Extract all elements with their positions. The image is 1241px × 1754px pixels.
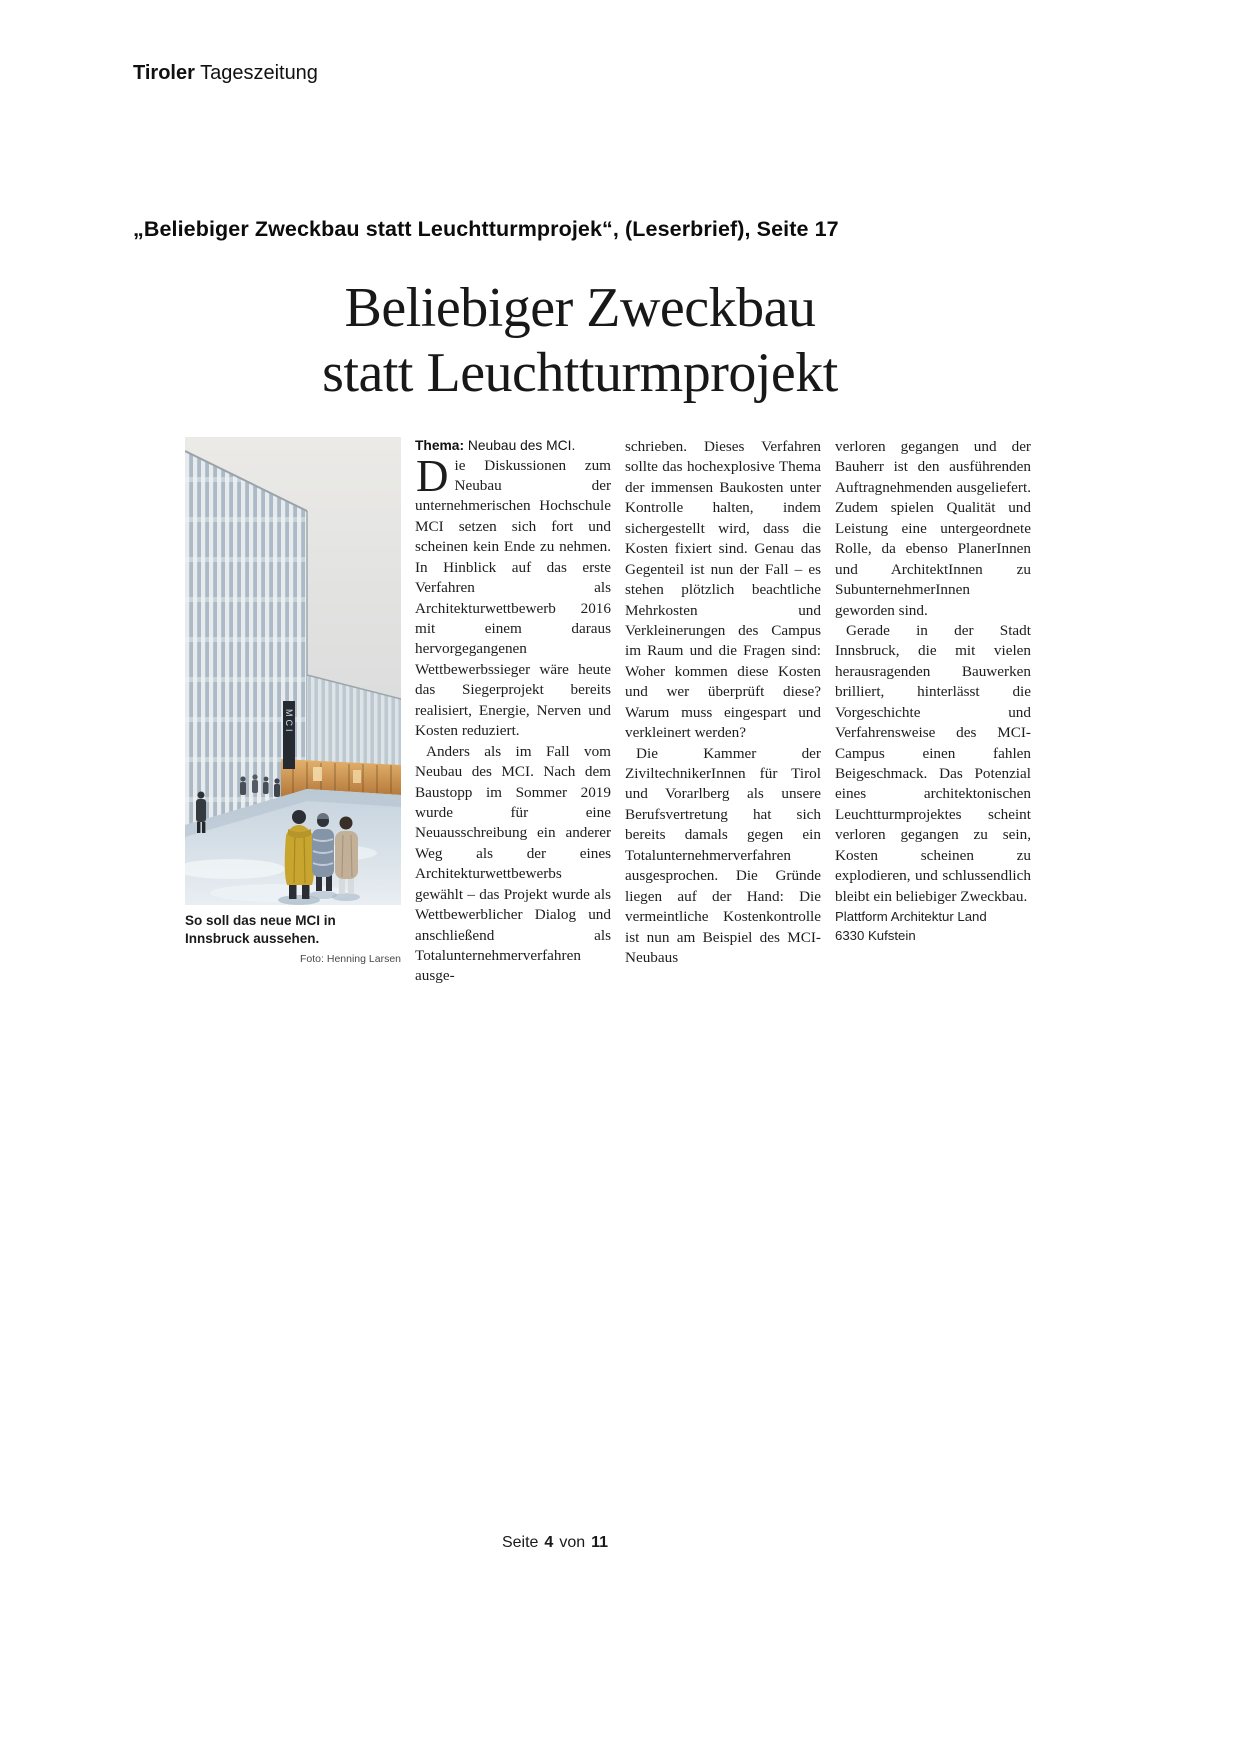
mci-building-rendering	[185, 437, 401, 905]
footer-label-seite: Seite	[501, 1534, 539, 1551]
paragraph-3: schrieben. Dieses Verfahren sollte das hochexplosive Thema der immensen Baukosten unter Kontrolle halten, indem sichergestellt wird, dass die Kosten fixiert sind. Genau das Gegenteil ist nun der Fall – es stehen plötzlich beachtliche Mehrkosten und Verkleinerungen des Campus im Raum und die Fragen sind: Woher kommen diese Kosten und wer überprüft diese? Warum muss eingespart und verkleinert werden?	[625, 438, 821, 742]
article-headline	[140, 276, 1020, 406]
paragraph-4: Die Kammer der ZiviltechnikerInnen für Tirol und Vorarlberg als unsere Berufsvertretung hat sich bereits damals gegen ein Totalunternehmerverfahren ausgesprochen. Die Gründe liegen auf der Hand: Die vermeintliche Kostenkontrolle ist nun am Beispiel des MCI-Neubaus	[625, 744, 821, 966]
text-column-3	[835, 437, 1031, 987]
page-number-indicator	[0, 1534, 1110, 1552]
footer-total-pages: 11	[591, 1534, 609, 1551]
text-column-1	[415, 437, 611, 987]
footer-current-page: 4	[544, 1534, 554, 1551]
thema-line	[415, 437, 611, 456]
signature-organisation: Plattform Architektur Land	[835, 909, 987, 925]
masthead-brand-rest: Tageszeitung	[194, 62, 318, 84]
photo-credit: Foto: Henning Larsen	[300, 953, 401, 966]
subject-line: „Beliebiger Zweckbau statt Leuchtturmprojek“, (Leserbrief), Seite 17	[133, 217, 839, 241]
text-column-2	[625, 437, 821, 987]
article-body	[185, 437, 1037, 987]
footer-label-von: von	[559, 1534, 586, 1551]
headline-line-1: Beliebiger Zweckbau	[344, 277, 816, 339]
paragraph-2: Anders als im Fall vom Neubau des MCI. Nach dem Baustopp im Sommer 2019 wurde für eine Neuausschreibung ein anderer Weg als der eines Architekturwettbewerbs gewählt – das Projekt wurde als Wettbewerblicher Dialog und anschließend als Totalunternehmerverfahren ausge-	[415, 742, 611, 985]
paragraph-5: verloren gegangen und der Bauherr ist den ausführenden Auftragnehmenden ausgeliefert. Zudem spielen Qualität und Leistung eine untergeordnete Rolle, da ebenso PlanerInnen und ArchitektInnen zu SubunternehmerInnen geworden sind.	[835, 438, 1031, 619]
article-figure	[185, 437, 401, 987]
paragraph-1	[415, 450, 611, 742]
thema-label: Thema:	[415, 438, 465, 453]
signature-location: 6330 Kufstein	[835, 928, 916, 944]
masthead-brand-bold: Tiroler	[133, 62, 195, 84]
masthead	[133, 62, 318, 85]
figure-caption	[185, 912, 401, 966]
letter-signature	[835, 907, 1031, 945]
caption-text: So soll das neue MCI in Innsbruck aussehen.	[185, 913, 336, 947]
paragraph-1-text: ie Diskussionen zum Neubau der unternehmerischen Hochschule MCI setzen sich fort und scheinen kein Ende zu nehmen. In Hinblick auf das erste Verfahren als Architekturwettbewerb 2016 mit einem daraus hervorgegangenen Wettbewerbssieger wäre heute das Siegerprojekt bereits realisiert, Energie, Nerven und Kosten reduziert.	[415, 456, 611, 740]
mci-sign-text: MCI	[284, 709, 294, 735]
thema-value: Neubau des MCI.	[467, 438, 576, 453]
paragraph-6: Gerade in der Stadt Innsbruck, die mit vielen herausragenden Bauwerken brilliert, hinterlässt die Vorgeschichte und Verfahrensweise des MCI-Campus einen fahlen Beigeschmack. Das Potenzial eines architektonischen Leuchtturmprojektes scheint verloren gegangen zu sein, Kosten scheinen zu explodieren, und schlussendlich bleibt ein beliebiger Zweckbau.	[835, 621, 1031, 905]
drop-cap: D	[416, 450, 449, 501]
headline-line-2: statt Leuchtturmprojekt	[322, 341, 838, 404]
